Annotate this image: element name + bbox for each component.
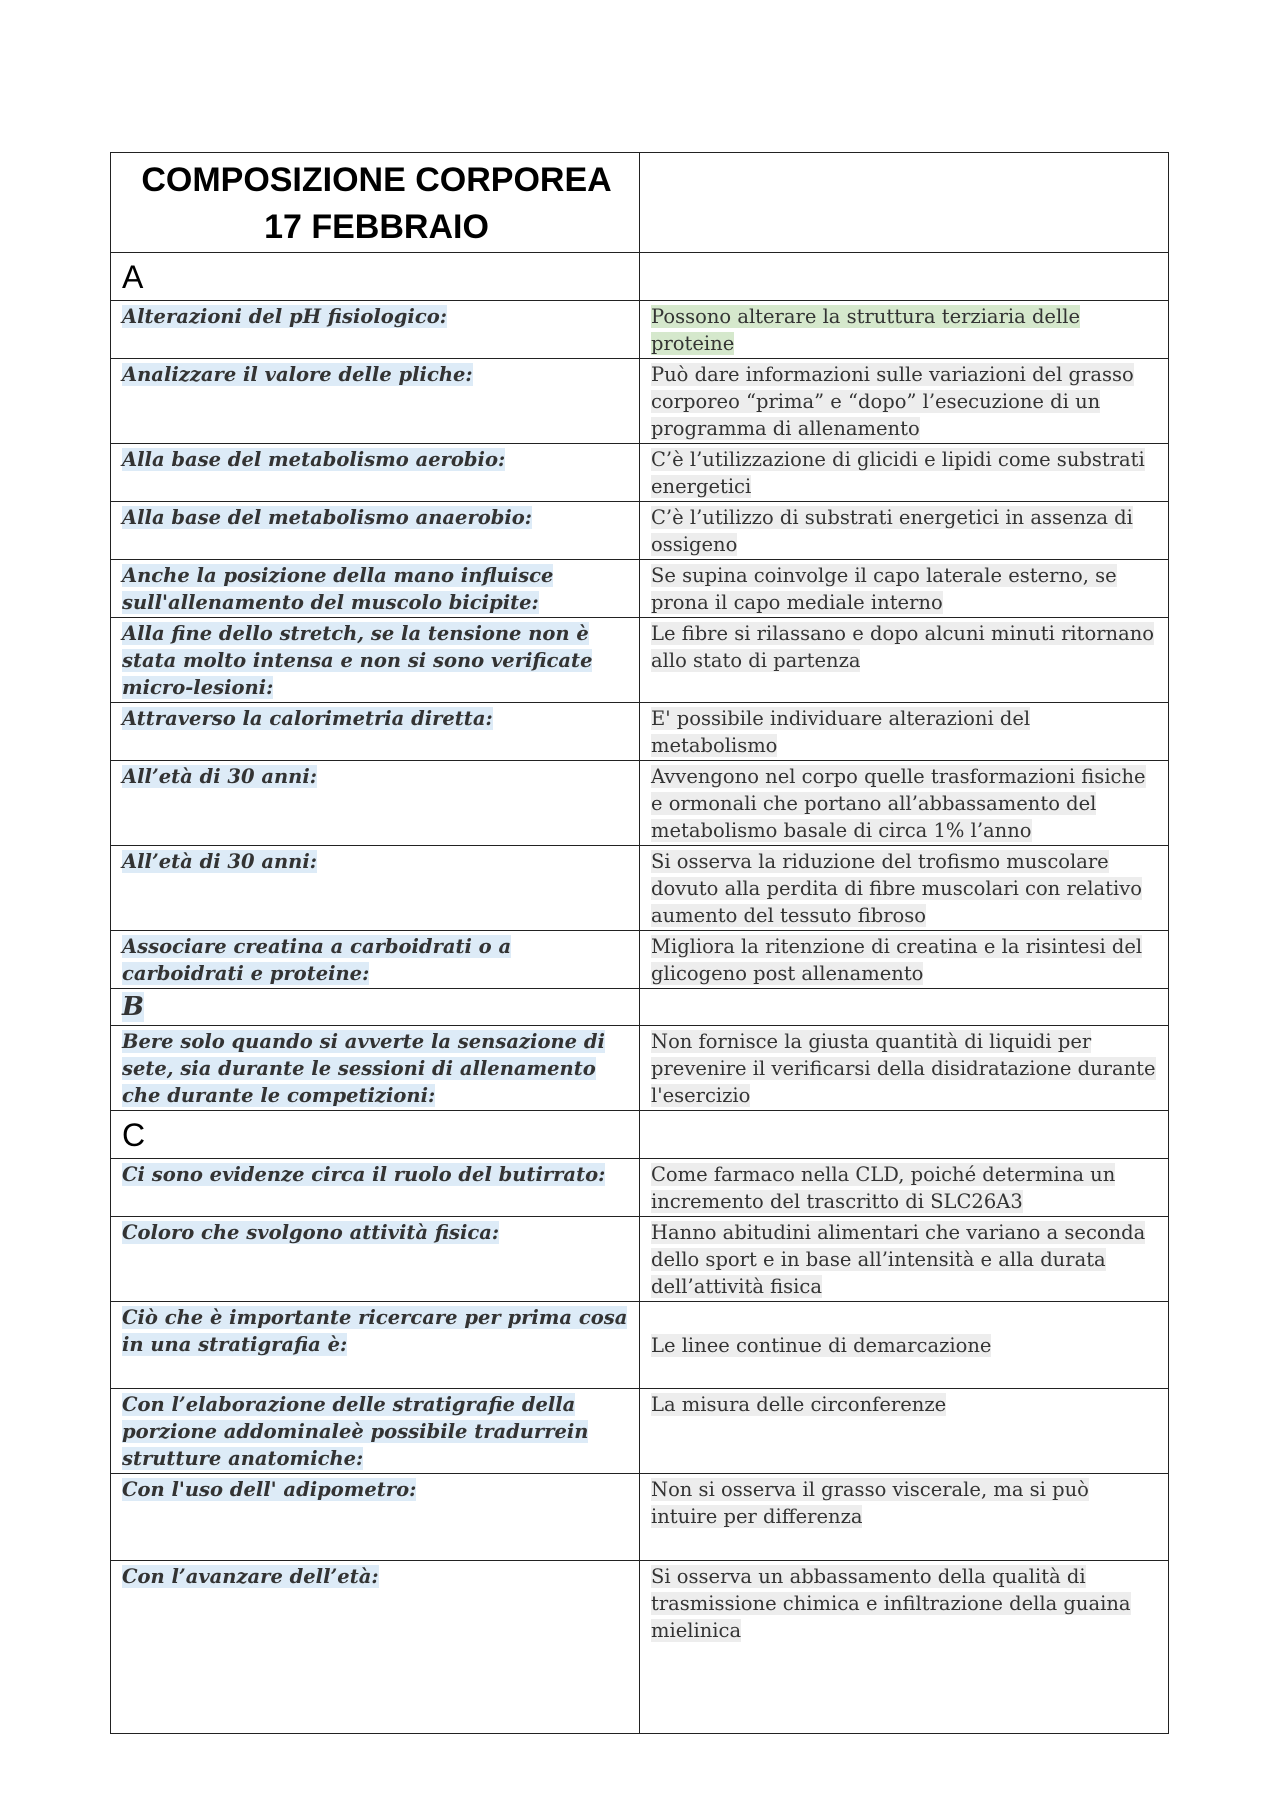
question-cell (111, 1389, 640, 1474)
answer-cell (640, 444, 1169, 502)
answer-text: Le linee continue di demarcazione (651, 1334, 992, 1357)
question-cell (111, 846, 640, 931)
question-cell (111, 1474, 640, 1561)
answer-text: La misura delle circonferenze (651, 1393, 947, 1416)
table-row (111, 1026, 1169, 1111)
quiz-table (110, 152, 1169, 1734)
answer-text: Migliora la ritenzione di creatina e la risintesi del glicogeno post allenamento (651, 935, 1143, 985)
question-text: Ci sono evidenze circa il ruolo del butirrato: (122, 1163, 606, 1186)
page-title: COMPOSIZIONE CORPOREA 17 FEBBRAIO (111, 153, 640, 253)
question-text: Alla base del metabolismo aerobio: (122, 448, 506, 471)
question-text: Alla base del metabolismo anaerobio: (122, 506, 532, 529)
section-letter: A (111, 253, 640, 301)
empty-cell (640, 253, 1169, 301)
answer-text: Non fornisce la giusta quantità di liquidi per prevenire il verificarsi della disidratazione durante l'esercizio (651, 1030, 1156, 1107)
answer-text: Avvengono nel corpo quelle trasformazioni fisiche e ormonali che portano all’abbassamento del metabolismo basale di circa 1% l’anno (651, 765, 1146, 842)
answer-cell (640, 502, 1169, 560)
question-text: Bere solo quando si avverte la sensazione di sete, sia durante le sessioni di allenamento che durante le competizioni: (122, 1030, 605, 1107)
question-cell (111, 1026, 640, 1111)
table-row (111, 359, 1169, 444)
table-row (111, 301, 1169, 359)
answer-text: C’è l’utilizzazione di glicidi e lipidi come substrati energetici (651, 448, 1145, 498)
answer-text: Possono alterare la struttura terziaria delle proteine (651, 305, 1080, 355)
table-row (111, 1474, 1169, 1561)
answer-cell (640, 703, 1169, 761)
table-row (111, 931, 1169, 989)
empty-cell (640, 989, 1169, 1026)
answer-text: Se supina coinvolge il capo laterale esterno, se prona il capo mediale interno (651, 564, 1117, 614)
question-text: Anche la posizione della mano influisce sull'allenamento del muscolo bicipite: (122, 564, 554, 614)
answer-text: Hanno abitudini alimentari che variano a seconda dello sport e in base all’intensità e alla durata dell’attività fisica (651, 1221, 1146, 1298)
section-header-row (111, 989, 1169, 1026)
table-row (111, 761, 1169, 846)
table-row (111, 1159, 1169, 1217)
answer-text: Si osserva un abbassamento della qualità di trasmissione chimica e infiltrazione della guaina mielinica (651, 1565, 1131, 1642)
question-text: Alla fine dello stretch, se la tensione non è stata molto intensa e non si sono verificate micro-lesioni: (122, 622, 593, 699)
question-cell (111, 703, 640, 761)
question-cell (111, 931, 640, 989)
section-letter-text: B (122, 992, 144, 1022)
question-cell (111, 1561, 640, 1734)
question-cell (111, 618, 640, 703)
answer-text: C’è l’utilizzo di substrati energetici in assenza di ossigeno (651, 506, 1133, 556)
question-cell (111, 761, 640, 846)
answer-cell (640, 1217, 1169, 1302)
answer-text: Può dare informazioni sulle variazioni del grasso corporeo “prima” e “dopo” l’esecuzione di un programma di allenamento (651, 363, 1134, 440)
title-row (111, 153, 1169, 253)
answer-cell (640, 1302, 1169, 1389)
section-header-row (111, 1111, 1169, 1159)
answer-cell (640, 301, 1169, 359)
question-cell (111, 560, 640, 618)
question-text: Analizzare il valore delle pliche: (122, 363, 473, 386)
question-text: Con l’elaborazione delle stratigrafie della porzione addominaleè possibile tradurrein strutture anatomiche: (122, 1393, 589, 1470)
answer-text: Come farmaco nella CLD, poiché determina un incremento del trascritto di SLC26A3 (651, 1163, 1116, 1213)
answer-cell (640, 1026, 1169, 1111)
question-cell (111, 359, 640, 444)
answer-text: Non si osserva il grasso viscerale, ma si può intuire per differenza (651, 1478, 1089, 1528)
table-row (111, 1302, 1169, 1389)
section-letter (111, 989, 640, 1026)
question-cell (111, 1159, 640, 1217)
table-row (111, 502, 1169, 560)
question-text: All’età di 30 anni: (122, 850, 317, 873)
answer-cell (640, 560, 1169, 618)
answer-cell (640, 618, 1169, 703)
table-row (111, 1561, 1169, 1734)
answer-text: Le fibre si rilassano e dopo alcuni minuti ritornano allo stato di partenza (651, 622, 1155, 672)
question-cell (111, 444, 640, 502)
question-text: Associare creatina a carboidrati o a carboidrati e proteine: (122, 935, 512, 985)
table-row (111, 703, 1169, 761)
answer-cell (640, 761, 1169, 846)
table-row (111, 618, 1169, 703)
answer-cell (640, 1474, 1169, 1561)
question-text: Ciò che è importante ricercare per prima cosa in una stratigrafia è: (122, 1306, 628, 1356)
answer-text: E' possibile individuare alterazioni del metabolismo (651, 707, 1031, 757)
question-text: Coloro che svolgono attività fisica: (122, 1221, 500, 1244)
empty-cell (640, 1111, 1169, 1159)
empty-cell (640, 153, 1169, 253)
answer-cell (640, 1389, 1169, 1474)
table-row (111, 846, 1169, 931)
answer-cell (640, 1561, 1169, 1734)
table-row (111, 1389, 1169, 1474)
answer-cell (640, 846, 1169, 931)
table-row (111, 444, 1169, 502)
answer-text: Si osserva la riduzione del trofismo muscolare dovuto alla perdita di fibre muscolari con relativo aumento del tessuto fibroso (651, 850, 1142, 927)
question-text: All’età di 30 anni: (122, 765, 317, 788)
question-text: Con l'uso dell' adipometro: (122, 1478, 417, 1501)
table-row (111, 1217, 1169, 1302)
answer-cell (640, 1159, 1169, 1217)
question-text: Con l’avanzare dell’età: (122, 1565, 379, 1588)
answer-cell (640, 359, 1169, 444)
section-header-row (111, 253, 1169, 301)
question-cell (111, 301, 640, 359)
question-text: Attraverso la calorimetria diretta: (122, 707, 493, 730)
question-cell (111, 502, 640, 560)
question-cell (111, 1217, 640, 1302)
question-text: Alterazioni del pH fisiologico: (122, 305, 447, 328)
section-letter: C (111, 1111, 640, 1159)
table-row (111, 560, 1169, 618)
answer-cell (640, 931, 1169, 989)
question-cell (111, 1302, 640, 1389)
